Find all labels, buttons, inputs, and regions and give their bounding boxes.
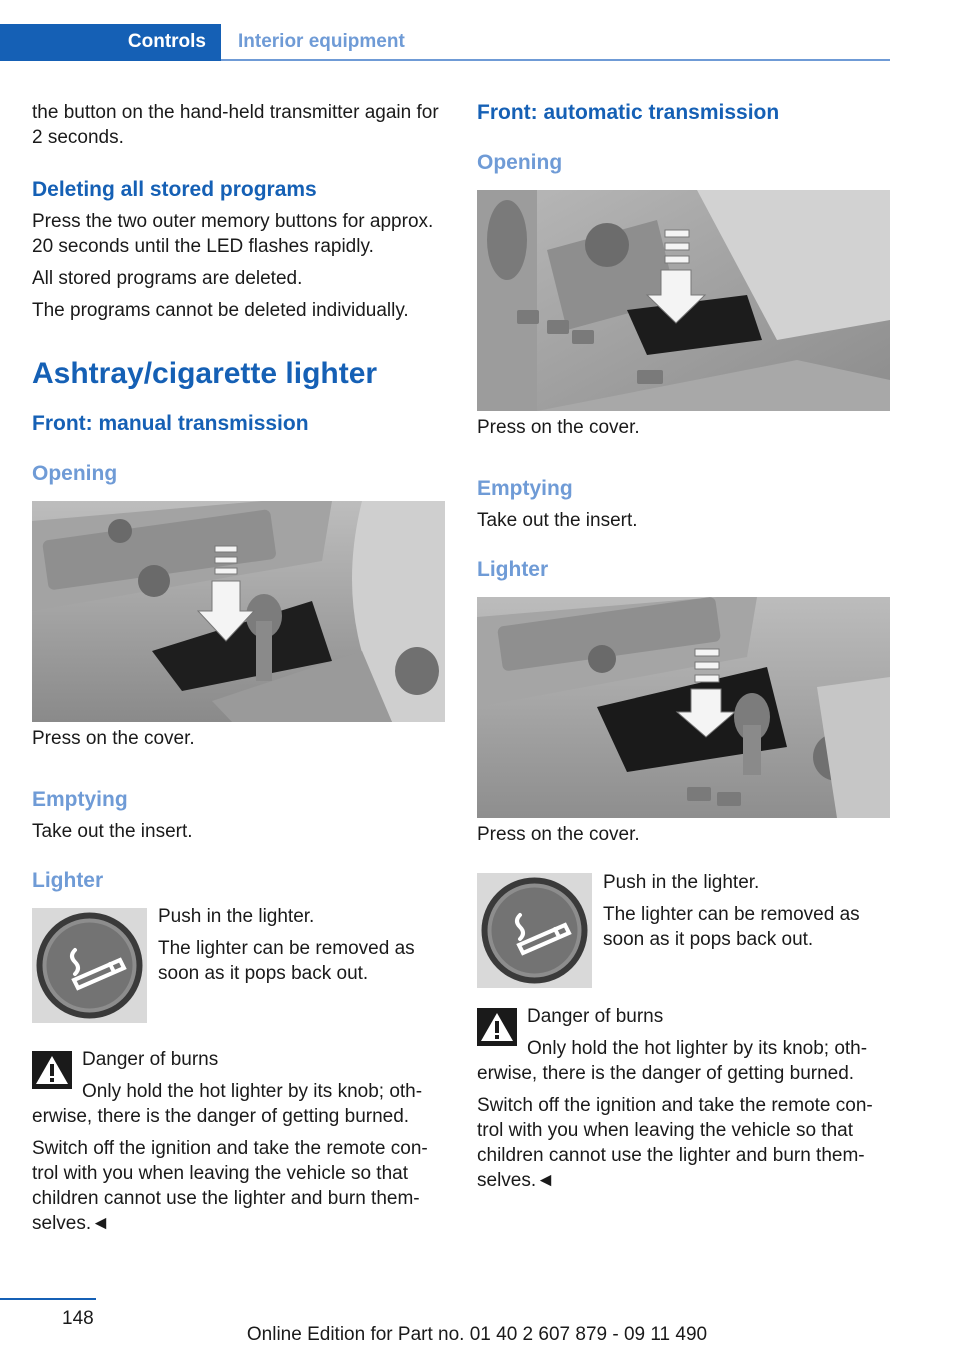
manual-danger-paragraph-2: Switch off the ignition and take the remote con-trol with you when leaving the vehicle so that children cannot use the lighter and burn them-selves.◄ — [32, 1138, 428, 1234]
header-section-label: Controls — [127, 31, 206, 52]
manual-press-cover-text: Press on the cover. — [32, 728, 195, 749]
auto-lighter-block — [477, 870, 891, 996]
manual-ashtray-illustration — [32, 501, 445, 722]
page-number: 148 — [62, 1308, 94, 1329]
auto-take-out-text: Take out the insert. — [477, 510, 638, 531]
warning-triangle-icon — [477, 1008, 517, 1046]
auto-danger-paragraph-2: Switch off the ignition and take the remote con-trol with you when leaving the vehicle so that children cannot use the lighter and burn them-selves.◄ — [477, 1095, 873, 1191]
header-subsection-label: Interior equipment — [238, 31, 405, 52]
left-column — [32, 100, 446, 1236]
manual-push-lighter-text: Push in the lighter. — [158, 906, 315, 927]
manual-emptying-heading: Emptying — [32, 788, 128, 811]
header-rule — [221, 59, 890, 61]
automatic-ashtray-illustration — [477, 190, 890, 411]
auto-push-lighter-text: Push in the lighter. — [603, 872, 760, 893]
manual-opening-heading: Opening — [32, 462, 118, 485]
ashtray-heading: Ashtray/cigarette lighter — [32, 357, 378, 390]
manual-danger-block — [32, 1047, 446, 1129]
deleting-heading: Deleting all stored programs — [32, 178, 317, 201]
deleting-paragraph-2: All stored programs are deleted. — [32, 268, 303, 289]
manual-lighter-removed-text: The lighter can be removed as soon as it pops back out. — [158, 938, 415, 984]
manual-take-out-text: Take out the insert. — [32, 821, 193, 842]
auto-lighter-heading: Lighter — [477, 558, 549, 581]
auto-emptying-heading: Emptying — [477, 477, 573, 500]
warning-triangle-icon — [32, 1051, 72, 1089]
auto-lighter-removed-text: The lighter can be removed as soon as it pops back out. — [603, 904, 860, 950]
cigarette-lighter-icon — [477, 873, 592, 988]
auto-lighter-press-cover-text: Press on the cover. — [477, 824, 640, 845]
edition-text: Online Edition for Part no. 01 40 2 607 879 - 09 11 490 — [246, 1324, 708, 1345]
right-column — [477, 100, 891, 1193]
manual-lighter-block — [32, 904, 446, 1034]
manual-danger-paragraph-1: Only hold the hot lighter by its knob; oth-erwise, there is the danger of getting burned. — [32, 1081, 423, 1127]
manual-transmission-heading: Front: manual transmission — [32, 412, 309, 435]
cigarette-lighter-icon — [32, 908, 147, 1023]
auto-danger-paragraph-1: Only hold the hot lighter by its knob; oth-erwise, there is the danger of getting burned. — [477, 1038, 868, 1084]
deleting-paragraph-3: The programs cannot be deleted individually. — [32, 300, 409, 321]
footer-rule — [0, 1298, 96, 1300]
automatic-transmission-heading: Front: automatic transmission — [477, 101, 780, 124]
manual-danger-title: Danger of burns — [82, 1049, 219, 1070]
auto-danger-block — [477, 1004, 891, 1086]
continued-text: the button on the hand-held transmitter again for 2 seconds. — [32, 102, 439, 148]
header-section-tab — [0, 24, 221, 61]
deleting-paragraph-1: Press the two outer memory buttons for approx. 20 seconds until the LED flashes rapidly. — [32, 211, 434, 257]
manual-lighter-heading: Lighter — [32, 869, 104, 892]
auto-danger-title: Danger of burns — [527, 1006, 664, 1027]
auto-opening-heading: Opening — [477, 151, 563, 174]
automatic-lighter-illustration — [477, 597, 890, 818]
auto-press-cover-text: Press on the cover. — [477, 417, 640, 438]
